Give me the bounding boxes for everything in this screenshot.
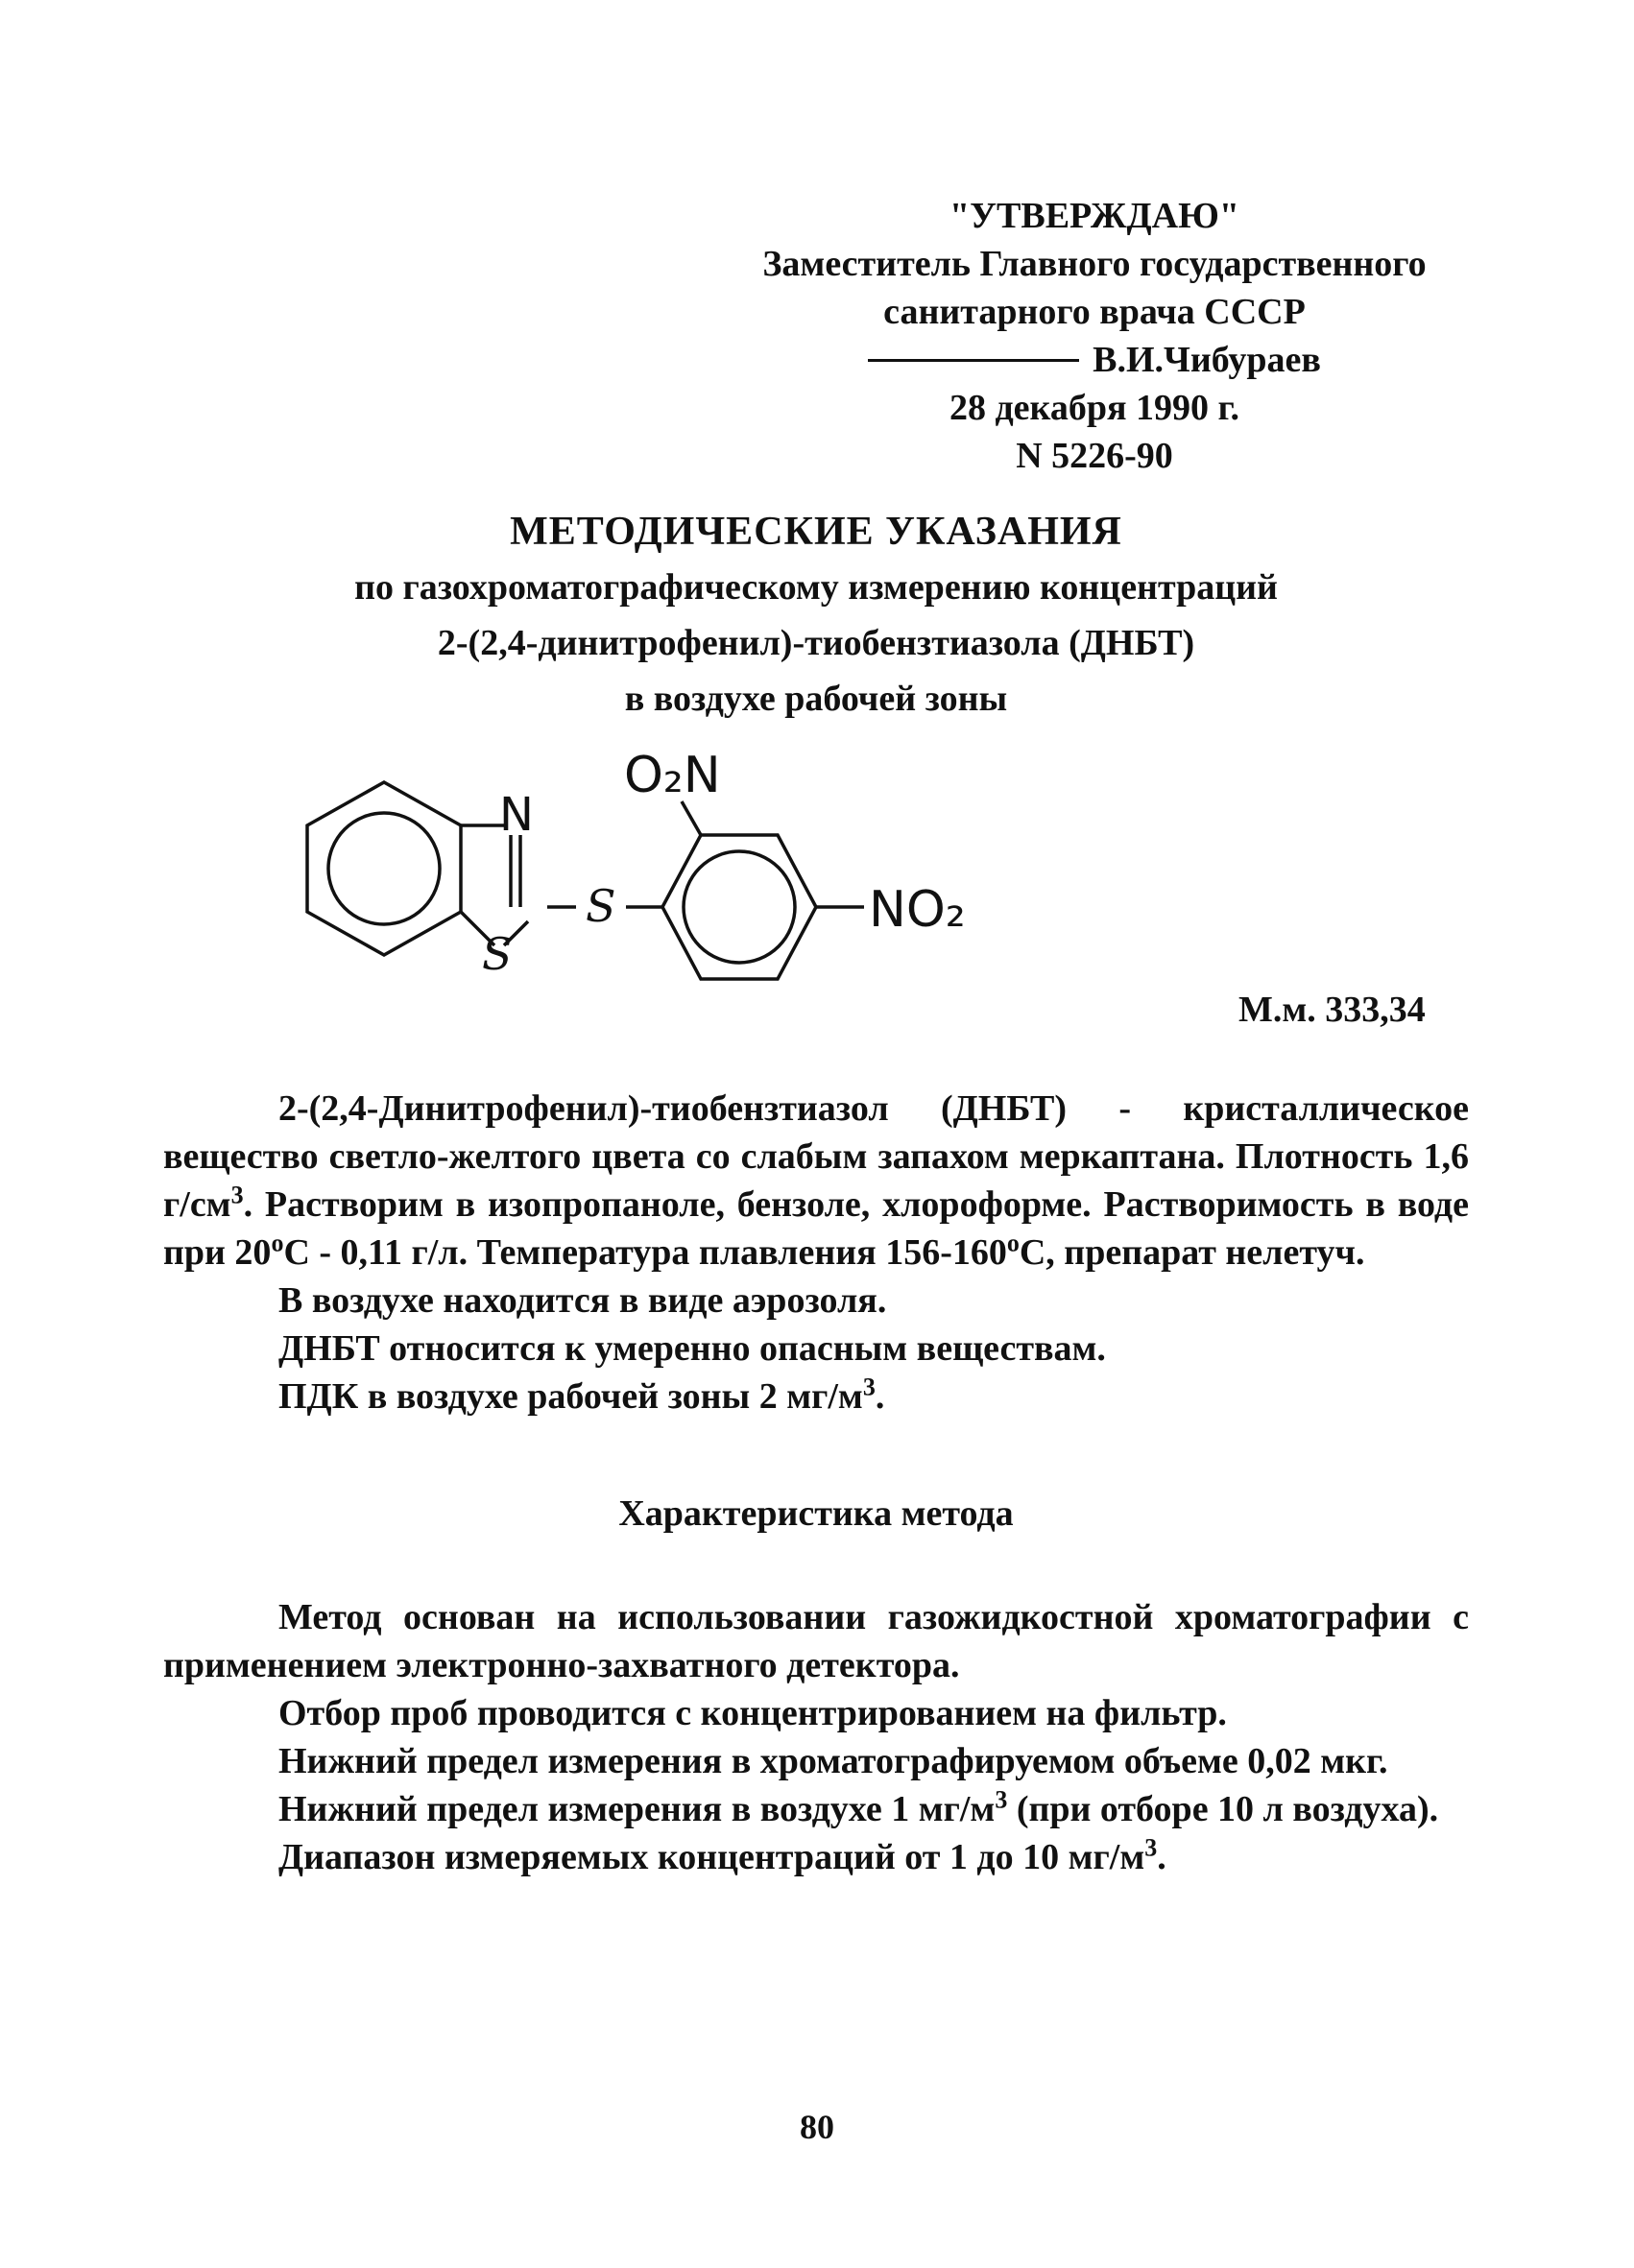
formula-s-ring-label: S [482,928,513,980]
description-text-a: 2-(2,4-Динитрофенил)-тиобензтиазол (ДНБТ) - кристаллическое вещество светло-желтого цвета со слабым запахом меркаптана. Плотность 1,6 г/см [163,1088,1469,1225]
description-paragraph-3: ДНБТ относится к умеренно опасным веществам. [278,1328,1106,1369]
description-paragraph-1 [163,1085,1469,1277]
method-text-a: Нижний предел измерения в воздухе 1 мг/м [278,1789,996,1829]
method-paragraph-4 [163,1785,1469,1833]
section-heading: Характеристика метода [618,1493,1014,1534]
description-paragraph-2: В воздухе находится в виде аэрозоля. [278,1280,887,1321]
degree-sign: о [271,1229,284,1257]
formula-no2-label: NO₂ [869,881,966,939]
formula-o2n-label: O₂N [624,747,721,804]
approval-block [691,192,1498,480]
page-number: 80 [800,2108,834,2146]
approval-signature-row [691,336,1498,384]
document-title: МЕТОДИЧЕСКИЕ УКАЗАНИЯ [510,510,1122,554]
range-text-end: . [1157,1837,1166,1877]
formula-n-label: N [499,788,534,842]
superscript: 3 [230,1181,244,1209]
approval-signer: В.И.Чибураев [1093,340,1321,380]
pdk-text: ПДК в воздухе рабочей зоны 2 мг/м [278,1376,863,1417]
approval-position-2: санитарного врача СССР [883,292,1306,332]
description-text-d: С, препарат нелетуч. [1019,1232,1365,1273]
approval-number: N 5226-90 [1016,436,1173,476]
document-subtitle-1: по газохроматографическому измерению концентраций [354,567,1278,608]
benzene-inner-circle-left [328,813,440,924]
degree-sign: о [1006,1229,1020,1257]
superscript: 3 [995,1785,1008,1814]
pdk-text-end: . [875,1376,885,1417]
description-text-c: С - 0,11 г/л. Температура плавления 156-160 [283,1232,1007,1273]
substance-description [163,1085,1469,1420]
range-text: Диапазон измеряемых концентраций от 1 до 10 мг/м [278,1837,1145,1877]
signature-line [868,359,1079,362]
method-paragraph-3: Нижний предел измерения в хроматографируемом объеме 0,02 мкг. [278,1741,1388,1781]
method-characteristics [163,1593,1469,1881]
document-subtitle-3: в воздухе рабочей зоны [624,679,1008,719]
superscript: 3 [862,1373,876,1401]
benzene-inner-circle-right [684,851,795,963]
molar-mass: М.м. 333,34 [1238,990,1426,1030]
benzene-ring-left [307,782,461,955]
method-paragraph-2: Отбор проб проводится с концентрированием на фильтр. [278,1693,1227,1733]
method-text-b: (при отборе 10 л воздуха). [1007,1789,1439,1829]
description-text-b: . Растворим в изопропаноле, бензоле, хлороформе. Растворимость в воде при 20 [163,1184,1469,1273]
approval-position: Заместитель Главного государственного [762,244,1427,284]
superscript: 3 [1144,1833,1158,1862]
formula-s-link-label: S [586,880,616,932]
benzene-ring-right [662,835,816,979]
method-paragraph-5 [163,1833,1469,1881]
document-subtitle-2: 2-(2,4-динитрофенил)-тиобензтиазола (ДНБТ) [437,623,1195,663]
approval-date: 28 декабря 1990 г. [949,388,1240,428]
method-paragraph-1: Метод основан на использовании газожидкостной хроматографии с применением электронно-захватного детектора. [163,1597,1469,1685]
approval-heading: "УТВЕРЖДАЮ" [949,196,1239,236]
structural-formula [240,739,1066,1056]
document-title-block [163,504,1469,727]
description-paragraph-4 [163,1373,1469,1420]
